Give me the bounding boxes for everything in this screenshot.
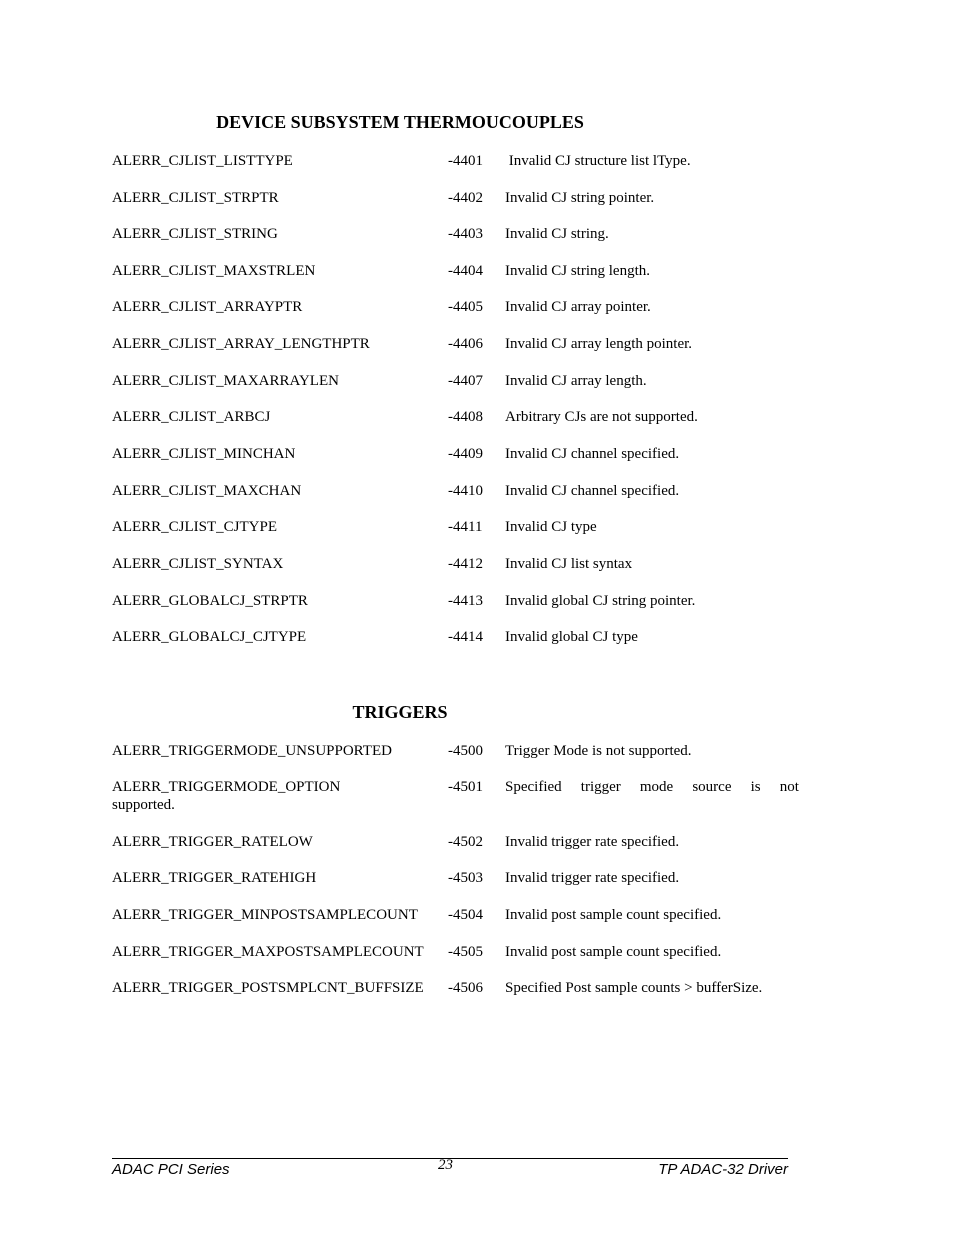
error-description: Specified Post sample counts > bufferSize. bbox=[505, 980, 763, 996]
footer-series: ADAC PCI Series bbox=[112, 1161, 230, 1178]
description-word: is bbox=[750, 779, 761, 795]
description-word: not bbox=[779, 779, 799, 795]
error-description bbox=[505, 778, 799, 796]
error-code: -4407 bbox=[448, 373, 483, 389]
error-code: -4406 bbox=[448, 336, 483, 352]
error-description: Invalid post sample count specified. bbox=[505, 907, 722, 923]
error-code: -4503 bbox=[448, 870, 483, 886]
description-word: Specified bbox=[505, 779, 562, 795]
description-word: source bbox=[692, 779, 732, 795]
error-description: Invalid post sample count specified. bbox=[505, 944, 722, 960]
description-continuation: supported. bbox=[112, 797, 175, 813]
error-code: -4403 bbox=[448, 226, 483, 242]
error-code: -4401 bbox=[448, 153, 483, 169]
error-code: -4411 bbox=[448, 519, 483, 535]
error-code: -4505 bbox=[448, 944, 483, 960]
error-description: Invalid CJ array pointer. bbox=[505, 299, 651, 315]
error-description: Invalid global CJ type bbox=[505, 629, 638, 645]
error-name: ALERR_CJLIST_MAXSTRLEN bbox=[112, 263, 316, 279]
description-word: mode bbox=[639, 779, 674, 795]
error-name: ALERR_CJLIST_STRING bbox=[112, 226, 278, 242]
error-code: -4402 bbox=[448, 190, 483, 206]
error-description: Invalid trigger rate specified. bbox=[505, 834, 680, 850]
error-description: Invalid CJ array length. bbox=[505, 373, 647, 389]
error-description: Invalid CJ channel specified. bbox=[505, 483, 680, 499]
error-name: ALERR_CJLIST_ARBCJ bbox=[112, 409, 271, 425]
error-description: Invalid CJ string. bbox=[505, 226, 609, 242]
error-description: Invalid CJ string length. bbox=[505, 263, 650, 279]
error-name: ALERR_CJLIST_MAXARRAYLEN bbox=[112, 373, 339, 389]
error-code: -4410 bbox=[448, 483, 483, 499]
section-title-thermocouples: DEVICE SUBSYSTEM THERMOUCOUPLES bbox=[216, 112, 584, 132]
error-name: ALERR_GLOBALCJ_CJTYPE bbox=[112, 629, 307, 645]
error-name: ALERR_TRIGGERMODE_OPTION bbox=[112, 779, 341, 795]
error-code: -4413 bbox=[448, 593, 483, 609]
error-name: ALERR_CJLIST_MAXCHAN bbox=[112, 483, 302, 499]
error-description: Invalid CJ list syntax bbox=[505, 556, 633, 572]
error-code: -4414 bbox=[448, 629, 483, 645]
error-description: Trigger Mode is not supported. bbox=[505, 743, 692, 759]
page-number: 23 bbox=[438, 1157, 453, 1173]
page-footer bbox=[112, 1158, 788, 1189]
error-code: -4502 bbox=[448, 834, 483, 850]
error-description: Invalid trigger rate specified. bbox=[505, 870, 680, 886]
error-name: ALERR_CJLIST_ARRAY_LENGTHPTR bbox=[112, 336, 370, 352]
error-description: Invalid CJ channel specified. bbox=[505, 446, 680, 462]
section-title-triggers: TRIGGERS bbox=[352, 702, 448, 722]
error-description: Invalid CJ string pointer. bbox=[505, 190, 655, 206]
error-name: ALERR_CJLIST_ARRAYPTR bbox=[112, 299, 303, 315]
error-description: Invalid global CJ string pointer. bbox=[505, 593, 696, 609]
error-name: ALERR_CJLIST_CJTYPE bbox=[112, 519, 278, 535]
error-code: -4504 bbox=[448, 907, 483, 923]
error-code: -4404 bbox=[448, 263, 483, 279]
error-name: ALERR_CJLIST_MINCHAN bbox=[112, 446, 296, 462]
error-code: -4405 bbox=[448, 299, 483, 315]
error-name: ALERR_TRIGGER_RATEHIGH bbox=[112, 870, 317, 886]
footer-driver: TP ADAC-32 Driver bbox=[658, 1161, 788, 1178]
error-name: ALERR_TRIGGER_POSTSMPLCNT_BUFFSIZE bbox=[112, 980, 424, 996]
error-description: Invalid CJ type bbox=[505, 519, 597, 535]
error-code: -4409 bbox=[448, 446, 483, 462]
error-description: Invalid CJ array length pointer. bbox=[505, 336, 693, 352]
error-description: Arbitrary CJs are not supported. bbox=[505, 409, 698, 425]
error-name: ALERR_TRIGGERMODE_UNSUPPORTED bbox=[112, 743, 392, 759]
error-name: ALERR_TRIGGER_MINPOSTSAMPLECOUNT bbox=[112, 907, 418, 923]
error-name: ALERR_TRIGGER_RATELOW bbox=[112, 834, 313, 850]
error-code: -4501 bbox=[448, 779, 483, 795]
error-description: Invalid CJ structure list lType. bbox=[505, 153, 691, 169]
error-code: -4500 bbox=[448, 743, 483, 759]
error-name: ALERR_TRIGGER_MAXPOSTSAMPLECOUNT bbox=[112, 944, 424, 960]
error-name: ALERR_CJLIST_LISTTYPE bbox=[112, 153, 293, 169]
description-word: trigger bbox=[580, 779, 621, 795]
error-name: ALERR_CJLIST_STRPTR bbox=[112, 190, 279, 206]
error-code: -4412 bbox=[448, 556, 483, 572]
error-name: ALERR_CJLIST_SYNTAX bbox=[112, 556, 284, 572]
error-code: -4408 bbox=[448, 409, 483, 425]
error-code: -4506 bbox=[448, 980, 483, 996]
error-name: ALERR_GLOBALCJ_STRPTR bbox=[112, 593, 308, 609]
